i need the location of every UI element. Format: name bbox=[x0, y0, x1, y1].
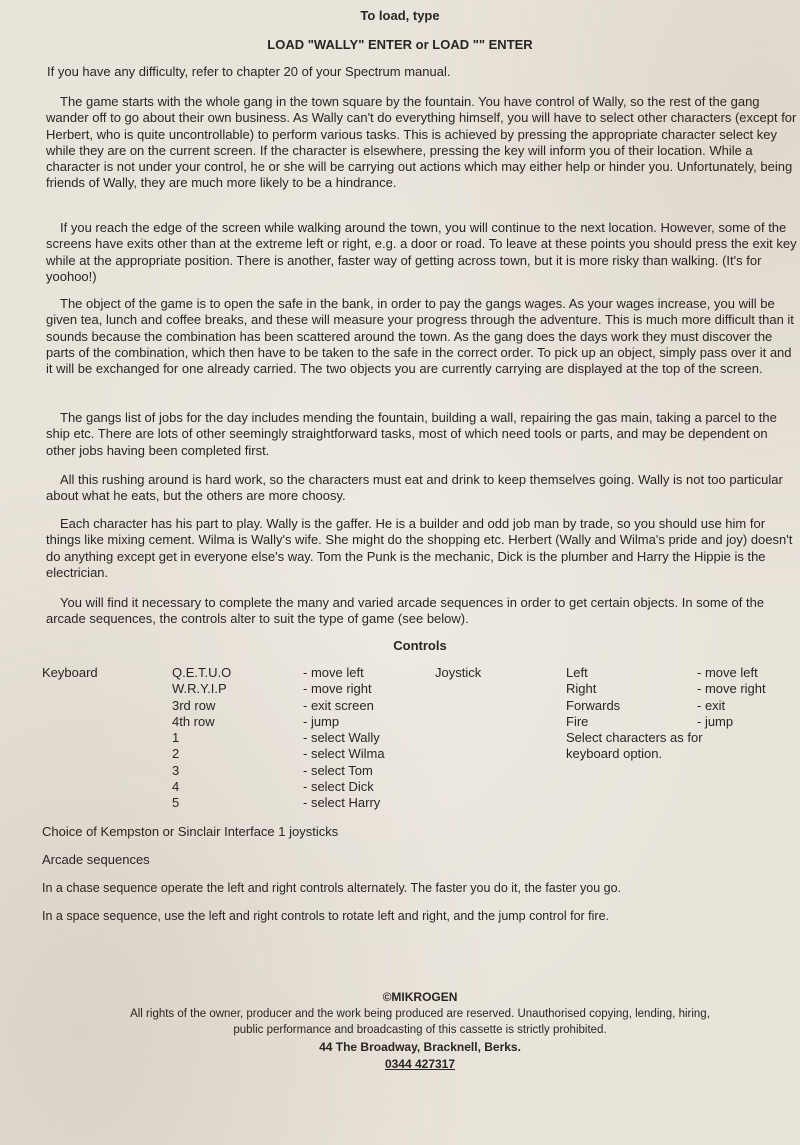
keyboard-actions bbox=[303, 665, 385, 812]
key-item: 3 bbox=[172, 762, 180, 778]
key-item: 2 bbox=[172, 746, 180, 762]
action-item: - move right bbox=[303, 681, 372, 697]
joystick-label: Joystick bbox=[435, 665, 482, 680]
key-item: 4th row bbox=[172, 713, 215, 729]
arcade-heading: Arcade sequences bbox=[42, 852, 150, 867]
action-item: - move left bbox=[303, 665, 364, 680]
rights-line-1: All rights of the owner, producer and the work being produced are reserved. Unauthorised copying, lending, hiring, bbox=[130, 1008, 710, 1020]
rights-line-2: public performance and broadcasting of this cassette is strictly prohibited. bbox=[233, 1024, 607, 1036]
intro-text: If you have any difficulty, refer to chapter 20 of your Spectrum manual. bbox=[47, 64, 451, 79]
key-item: Q.E.T.U.O bbox=[172, 665, 232, 680]
load-instruction: To load, type bbox=[360, 8, 440, 23]
action-item: - exit screen bbox=[303, 697, 374, 713]
key-item: 3rd row bbox=[172, 697, 216, 713]
action-item: - select Wilma bbox=[303, 746, 385, 762]
key-item: W.R.Y.I.P bbox=[172, 681, 227, 697]
joystick-input: Left bbox=[566, 665, 588, 680]
joystick-action: - jump bbox=[697, 713, 734, 729]
keyboard-label: Keyboard bbox=[42, 665, 98, 680]
paragraph-eat-drink: All this rushing around is hard work, so the characters must eat and drink to keep themselves going. Wally is not too particular about what he eats, but the others are more choosy. bbox=[46, 472, 783, 504]
joystick-note: keyboard option. bbox=[566, 746, 663, 762]
copyright: ©MIKROGEN bbox=[382, 990, 458, 1004]
paragraph-object: The object of the game is to open the safe in the bank, in order to pay the gangs wages. As your wages increase, you will be given tea, lunch and coffee breaks, and these will measure your progress through the adventure. This is much more difficult than it sounds because the combination has been scattered around the town. As the gang does the days work they must discover the parts of the combination, which then have to be taken to the safe in the correct order. To pick up an object, simply pass over it and it will be exchanged for one already carried. The two objects you are currently carrying are displayed at the top of the screen. bbox=[46, 296, 794, 377]
joystick-actions bbox=[697, 665, 766, 730]
joystick-choice: Choice of Kempston or Sinclair Interface 1 joysticks bbox=[42, 824, 339, 839]
joystick-input: Right bbox=[566, 681, 597, 697]
paragraph-jobs: The gangs list of jobs for the day includes mending the fountain, building a wall, repairing the gas main, taking a parcel to the ship etc. There are lots of other seemingly straightforward tasks, most of which need tools or parts, and may be dependent on other jobs having been completed first. bbox=[46, 410, 777, 458]
arcade-space: In a space sequence, use the left and right controls to rotate left and right, and the jump control for fire. bbox=[42, 909, 609, 923]
joystick-action: - exit bbox=[697, 697, 726, 713]
phone: 0344 427317 bbox=[384, 1057, 456, 1071]
controls-title: Controls bbox=[393, 638, 447, 653]
paragraph-arcade: You will find it necessary to complete the many and varied arcade sequences in order to get certain objects. In some of the arcade sequences, the controls alter to suit the type of game (see below). bbox=[46, 595, 765, 627]
action-item: - select Tom bbox=[303, 762, 373, 778]
address: 44 The Broadway, Bracknell, Berks. bbox=[319, 1040, 521, 1054]
paragraph-screen-edge: If you reach the edge of the screen while walking around the town, you will continue to the next location. However, some of the screens have exits other than at the extreme left or right, e.g. a door or road. To leave at these points you should press the exit key while at the appropriate position. There is another, faster way of getting across town, but it is more risky than walking. (It's for yoohoo!) bbox=[46, 220, 797, 284]
joystick-input: Fire bbox=[566, 713, 589, 729]
joystick-input: Forwards bbox=[566, 697, 621, 713]
paragraph-characters: Each character has his part to play. Wally is the gaffer. He is a builder and odd job man by trade, so you should use him for things like mixing cement. Wilma is Wally's wife. She might do the shopping etc. Herbert (Wally and Wilma's pride and joy) doesn't do anything except get in everyone else's way. Tom the Punk is the mechanic, Dick is the plumber and Harry the Hippie is the electrician. bbox=[46, 516, 793, 580]
action-item: - select Wally bbox=[303, 730, 380, 746]
joystick-note: Select characters as for bbox=[566, 730, 703, 746]
action-item: - select Harry bbox=[303, 795, 381, 811]
paragraph-game-start: The game starts with the whole gang in the town square by the fountain. You have control of Wally, so the rest of the gang wander off to go about their own business. As Wally can't do everything himself, you will have to select other characters (except for Herbert, who is quite uncontrollable) to perform various tasks. This is achieved by pressing the appropriate character select key while they are on the current screen. If the character is elsewhere, pressing the key will inform you of their location. While a character is not under your control, he or she will be carrying out actions which may either help or hinder you. Unfortunately, being friends of Wally, they are much more likely to be a hindrance. bbox=[46, 94, 797, 191]
key-item: 5 bbox=[172, 795, 180, 811]
load-command: LOAD "WALLY" ENTER or LOAD "" ENTER bbox=[267, 37, 533, 52]
action-item: - select Dick bbox=[303, 779, 374, 795]
joystick-action: - move left bbox=[697, 665, 758, 680]
action-item: - jump bbox=[303, 713, 340, 729]
key-item: 4 bbox=[172, 779, 180, 795]
joystick-action: - move right bbox=[697, 681, 766, 697]
keyboard-keys bbox=[172, 665, 231, 812]
joystick-inputs bbox=[566, 665, 703, 763]
key-item: 1 bbox=[172, 730, 180, 746]
arcade-chase: In a chase sequence operate the left and right controls alternately. The faster you do it, the faster you go. bbox=[42, 881, 622, 895]
